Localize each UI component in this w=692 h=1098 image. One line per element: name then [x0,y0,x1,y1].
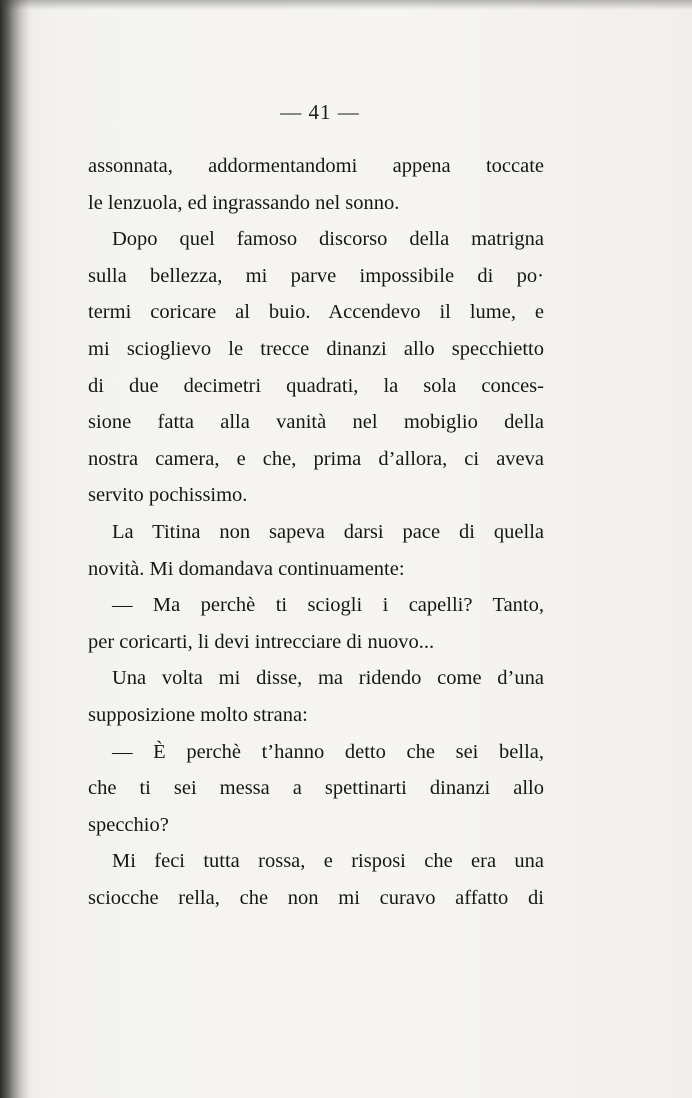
text-line: nostra camera, e che, prima d’allora, ci aveva [88,447,544,470]
text-line: specchio? [88,813,169,836]
text-line: sulla bellezza, mi parve impossibile di po· [88,264,544,287]
text-line: termi coricare al buio. Accendevo il lume, e [88,301,544,324]
text-line: le lenzuola, ed ingrassando nel sonno. [88,191,400,214]
text-line: Dopo quel famoso discorso della matrigna [112,228,544,251]
text-line: Mi feci tutta rossa, e risposi che era una [112,850,544,873]
text-line: supposizione molto strana: [88,703,308,726]
text-line: — È perchè t’hanno detto che sei bella, [112,740,544,763]
text-line: di due decimetri quadrati, la sola conces- [88,374,544,397]
text-line: per coricarti, li devi intrecciare di nuovo... [88,630,435,653]
text-line: mi scioglievo le trecce dinanzi allo specchietto [88,337,544,360]
text-line: sione fatta alla vanità nel mobiglio della [88,411,544,434]
page-number: — 41 — [280,100,360,124]
page-top-shadow [0,0,692,10]
text-line: servito pochissimo. [88,484,248,507]
text-line: La Titina non sapeva darsi pace di quella [112,520,544,543]
text-line: assonnata, addormentandomi appena toccate [88,155,544,177]
body-text [88,148,544,916]
text-line: — Ma perchè ti sciogli i capelli? Tanto, [112,594,544,617]
text-line: Una volta mi disse, ma ridendo come d’una [112,667,544,690]
text-line: novità. Mi domandava continuamente: [88,557,405,580]
text-line: sciocche rella, che non mi curavo affatto di [88,886,544,909]
text-line: che ti sei messa a spettinarti dinanzi allo [88,777,544,800]
book-spine-shadow [0,0,30,1098]
